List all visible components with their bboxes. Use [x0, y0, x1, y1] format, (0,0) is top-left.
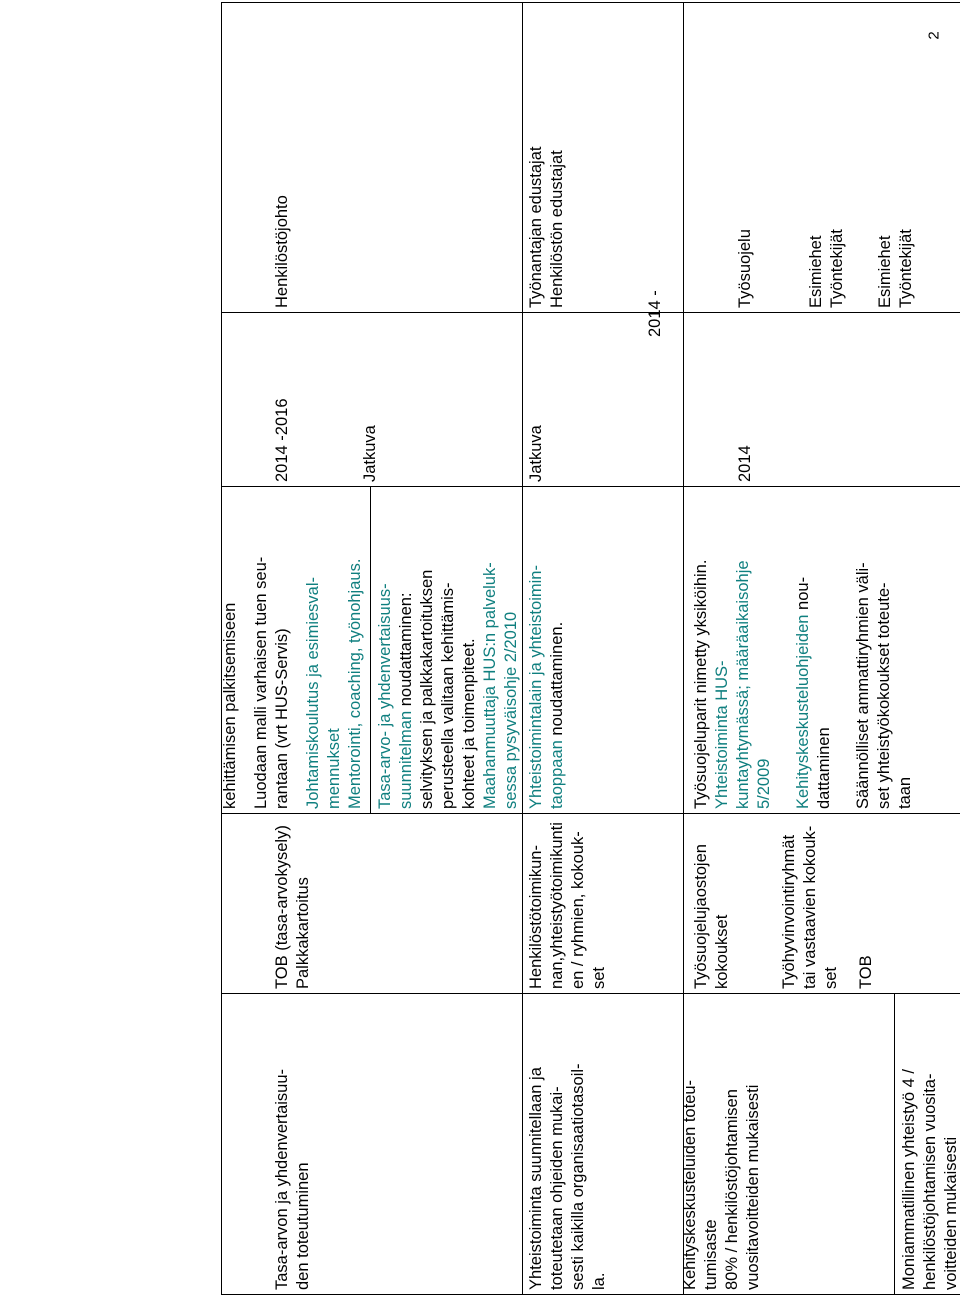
timing-cell — [222, 313, 523, 487]
actions-cell — [222, 487, 523, 814]
text-line: tai vastaavien kokouk- — [801, 825, 819, 989]
text-line: Maahanmuuttaja HUS:n palveluk- — [481, 562, 499, 809]
text-line: 80% / henkilöstöjohtamisen — [723, 1089, 741, 1290]
rotated-table-container — [221, 3, 960, 1295]
text-span: taoppaan — [548, 740, 566, 809]
text-span: noudattaminen: — [397, 592, 415, 707]
text-line: Työsuojelujaostojen — [692, 844, 710, 989]
text-line: en / ryhmien, kokouk- — [569, 831, 587, 989]
text-line: Palkkakartoitus — [294, 877, 312, 989]
text-line: TOB (tasa-arvokysely) — [273, 825, 291, 989]
text-line: Henkilöstöjohto — [273, 195, 291, 308]
text-line: Luodaan malli varhaisen tuen seu- — [252, 556, 270, 809]
text-line: Esimiehet — [876, 235, 894, 308]
text-line: henkilöstöjohtamisen vuosita- — [921, 1073, 939, 1290]
text-line: Tasa-arvon ja yhdenvertaisuu- — [273, 1068, 291, 1290]
forum-cell — [222, 814, 523, 994]
text-line: Mentorointi, coaching, työnohjaus. — [346, 558, 364, 809]
text-line: la. — [590, 1272, 608, 1290]
text-line: Työsuojeluparit nimetty yksiköihin. — [692, 559, 710, 809]
text-line: kohteet ja toimenpiteet. — [460, 638, 478, 809]
text-line: sessa pysyväisohje 2/2010 — [502, 611, 520, 809]
text-line: Työhyvinvointiryhmät — [780, 834, 798, 989]
text-line: Säännölliset ammattiryhmien väli- — [854, 562, 872, 809]
table-row — [222, 3, 523, 1295]
text-line: Henkilöstötoimikun- — [527, 845, 545, 989]
text-line: TOB — [857, 955, 875, 989]
text-line: Yhteistoimintalain ja yhteistoimin- — [527, 565, 545, 809]
text-span: nou- — [794, 576, 812, 610]
text-line: set — [822, 966, 840, 989]
forum-cell — [684, 814, 960, 994]
text-span: noudattaminen. — [548, 621, 566, 736]
table-row — [684, 3, 960, 1295]
text-line: Henkilöstön edustajat — [548, 150, 566, 308]
text-line: tumisaste — [702, 1219, 720, 1290]
text-line: Työnantajan edustajat — [527, 146, 545, 308]
text-line: nan,yhteistyötoimikunti — [548, 822, 566, 989]
previous-row-strip — [645, 3, 685, 1295]
text-line: Moniammatillinen yhteistyö 4 / — [900, 1068, 918, 1290]
text-line: Kehityskeskusteluiden toteu- — [681, 1079, 699, 1290]
text-line: set — [590, 966, 608, 989]
text-line: perusteella valitaan kehittämis- — [439, 582, 457, 809]
page-number: 2 — [925, 31, 943, 40]
text-line: kokoukset — [713, 914, 731, 989]
text-line: toteutetaan ohjeiden mukai- — [548, 1086, 566, 1290]
text-line: Johtamiskoulutus ja esimiesval- — [304, 576, 322, 809]
text-line: Työntekijät — [897, 229, 915, 308]
text-span: suunnitelman — [397, 710, 415, 809]
text-line: Yhteistoiminta HUS- — [713, 660, 731, 809]
text-line: den toteutuminen — [294, 1162, 312, 1290]
text-line: sesti kaikilla organisaatiotasoil- — [569, 1063, 587, 1290]
text-line: selvityksen ja palkkakartoituksen — [418, 569, 436, 809]
text-line: rantaan (vrt HUS-Servis) — [273, 628, 291, 809]
text-line: taan — [896, 776, 914, 809]
hr-plan-table — [221, 2, 960, 1295]
text-line: kuntayhtymässä; määräaikaisohje — [734, 560, 752, 809]
text-line: Työntekijät — [828, 229, 846, 308]
text-line: 2014 — [736, 445, 754, 482]
text-line: Työsuojelu — [736, 229, 754, 308]
actions-cell — [684, 487, 960, 814]
responsible-cell — [222, 3, 523, 313]
text-line: 2014 -2016 — [273, 398, 291, 482]
text-line: 5/2009 — [755, 758, 773, 809]
text-line: Yhteistoiminta suunnitellaan ja — [527, 1067, 545, 1290]
timing-cell — [684, 313, 960, 487]
text-line: Esimiehet — [807, 235, 825, 308]
text-line: Jatkuva — [527, 425, 545, 482]
text-line: Jatkuva — [361, 425, 379, 482]
text-line: mennukset — [325, 728, 343, 809]
responsible-cell — [684, 3, 960, 313]
text-line: dattaminen — [815, 727, 833, 809]
goal-cell — [681, 994, 960, 1295]
text-line: Tasa-arvo- ja yhdenvertaisuus- — [376, 583, 394, 809]
goal-cell — [222, 994, 523, 1295]
text-line: kehittämisen palkitsemiseen — [221, 602, 239, 809]
text-line: voitteiden mukaisesti — [942, 1136, 960, 1290]
text-line: 2014 - — [646, 290, 664, 337]
text-line: set yhteistyökokoukset toteute- — [875, 582, 893, 809]
text-span: Kehityskeskusteluohjeiden — [794, 614, 812, 809]
text-line: vuositavoitteiden mukaisesti — [744, 1084, 762, 1290]
